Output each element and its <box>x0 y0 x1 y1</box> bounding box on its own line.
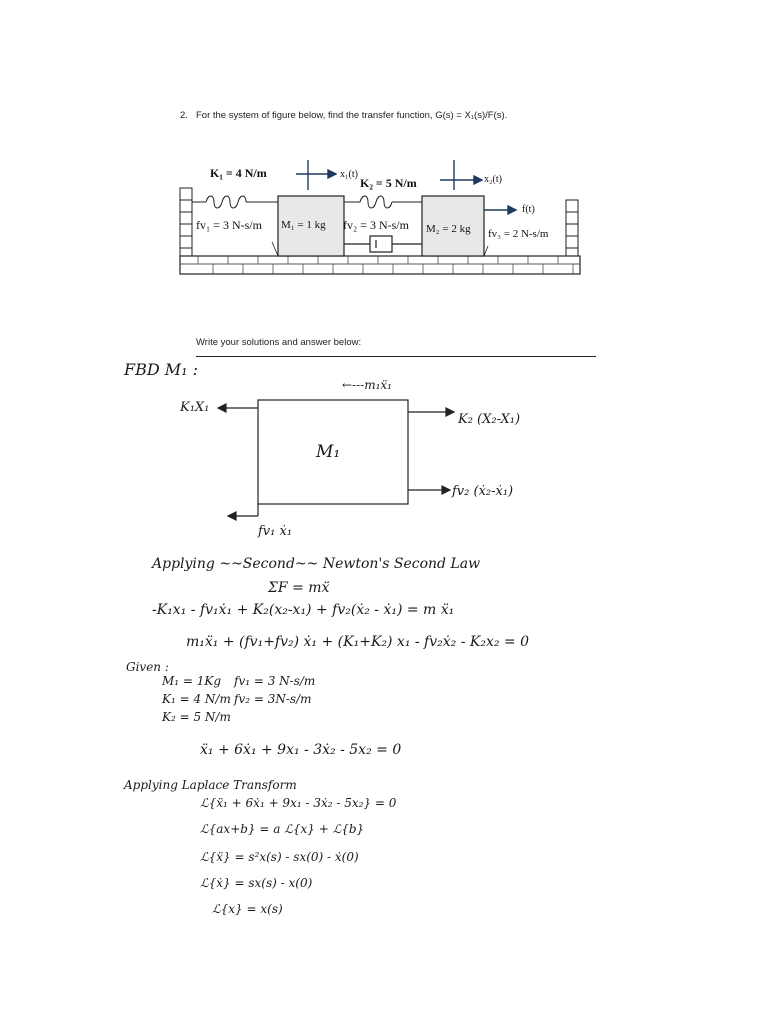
label-m2: M₂ = 2 kg <box>426 223 471 235</box>
fbd-left-force: K₁X₁ <box>180 400 210 415</box>
fbd-bottom-force: fv₁ ẋ₁ <box>258 524 293 539</box>
laplace-line-5: ℒ{x} = x(s) <box>212 902 283 916</box>
fbd-title: FBD M₁ : <box>124 360 199 379</box>
equation-2: m₁ẍ₁ + (fv₁+fv₂) ẋ₁ + (K₁+K₂) x₁ - fv₂ẋ₂ - K₂x₂ = 0 <box>186 634 530 650</box>
newton-heading: Applying ~~Second~~ Newton's Second Law <box>152 556 481 572</box>
label-k2: K₂ = 5 N/m <box>360 176 417 190</box>
fbd-inertia-label: ←---m₁ẍ₁ <box>342 378 392 392</box>
equation-3: ẍ₁ + 6ẋ₁ + 9x₁ - 3ẋ₂ - 5x₂ = 0 <box>200 742 402 758</box>
label-fv3: fv₃ = 2 N-s/m <box>488 228 549 240</box>
spring-k2 <box>344 196 422 208</box>
label-m1: M₁ = 1 kg <box>281 219 326 231</box>
fv3-leader <box>484 246 488 256</box>
laplace-line-3: ℒ{ẍ} = s²x(s) - sx(0) - ẋ(0) <box>200 850 359 864</box>
answer-rule <box>196 356 596 357</box>
fbd-bottom-arrow <box>228 504 258 520</box>
equation-1: -K₁x₁ - fv₁ẋ₁ + K₂(x₂-x₁) + fv₂(ẋ₂ - ẋ₁) = m ẍ₁ <box>152 602 455 618</box>
damper-fv2 <box>344 236 422 252</box>
ground-hatch <box>180 256 580 274</box>
question-text: For the system of figure below, find the transfer function, G(s) = X₁(s)/F(s). <box>196 110 508 121</box>
right-wall <box>566 200 578 256</box>
fv1-leader <box>272 242 278 256</box>
given-fv2: fv₂ = 3N-s/m <box>234 692 312 706</box>
fbd-left-arrow <box>218 404 258 412</box>
label-k1: K₁ = 4 N/m <box>210 166 267 180</box>
spring-k1 <box>192 196 278 208</box>
given-m1: M₁ = 1Kg <box>162 674 222 688</box>
fbd-right-bottom-force: fv₂ (ẋ₂-ẋ₁) <box>452 484 514 499</box>
sum-forces-eq: ΣF = mẍ <box>268 580 330 596</box>
label-x1: x₁(t) <box>340 169 358 180</box>
laplace-heading: Applying Laplace Transform <box>124 778 297 792</box>
instructions-text: Write your solutions and answer below: <box>196 337 362 348</box>
x1-arrow <box>296 160 336 190</box>
left-wall <box>180 188 192 256</box>
ft-arrow <box>484 206 516 214</box>
given-k1: K₁ = 4 N/m <box>162 692 231 706</box>
fbd-mass-label: M₁ <box>316 442 341 462</box>
given-label: Given : <box>126 660 169 674</box>
fbd-right-top-force: K₂ (X₂-X₁) <box>458 412 521 427</box>
label-fv2: fv₂ = 3 N-s/m <box>343 218 409 232</box>
laplace-line-2: ℒ{ax+b} = a ℒ{x} + ℒ{b} <box>200 822 365 836</box>
given-fv1: fv₁ = 3 N-s/m <box>234 674 316 688</box>
laplace-line-4: ℒ{ẋ} = sx(s) - x(0) <box>200 876 313 890</box>
question-number: 2. <box>180 110 188 121</box>
fbd-diagram <box>200 370 520 540</box>
label-ft: f(t) <box>522 204 535 215</box>
fbd-right-top-arrow <box>408 408 454 416</box>
given-k2: K₂ = 5 N/m <box>162 710 231 724</box>
label-fv1: fv₁ = 3 N-s/m <box>196 218 262 232</box>
x2-arrow <box>440 160 482 190</box>
fbd-right-bottom-arrow <box>408 486 450 494</box>
label-x2: x₂(t) <box>484 174 502 185</box>
laplace-line-1: ℒ{ẍ₁ + 6ẋ₁ + 9x₁ - 3ẋ₂ - 5x₂} = 0 <box>200 796 397 810</box>
